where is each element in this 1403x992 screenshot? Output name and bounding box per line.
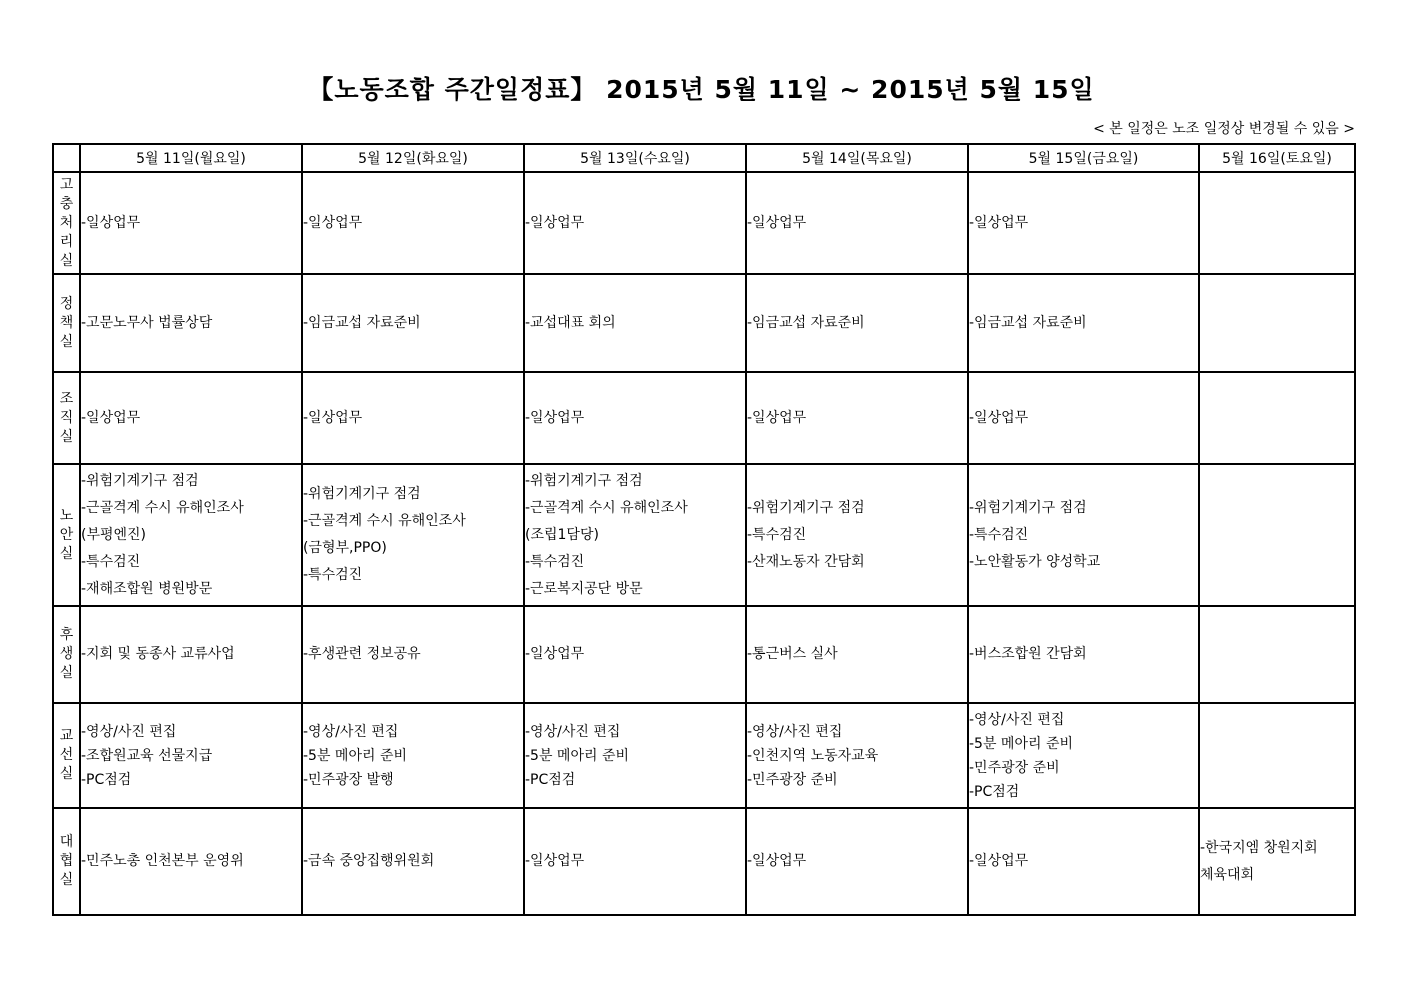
schedule-item: -근골격계 수시 유해인조사 [81, 499, 244, 516]
schedule-item: -위험기계기구 점검 [747, 499, 865, 516]
dept-char: 실 [59, 545, 74, 562]
row-external [53, 808, 1355, 915]
schedule-item: -특수검진 [303, 567, 363, 583]
day-header: 5월 13일(수요일) [524, 144, 746, 172]
dept-char: 선 [59, 747, 74, 763]
schedule-cell [1199, 464, 1355, 606]
schedule-cell [302, 808, 524, 915]
row-welfare [53, 606, 1355, 703]
dept-char: 실 [59, 665, 74, 681]
schedule-item: -특수검진 [525, 553, 585, 570]
schedule-cell [968, 464, 1199, 606]
schedule-cell [302, 372, 524, 464]
schedule-cell [968, 274, 1199, 372]
schedule-cell [746, 703, 968, 808]
schedule-cell [302, 606, 524, 703]
dept-char: 생 [59, 646, 74, 662]
schedule-item: -영상/사진 편집 [969, 711, 1065, 728]
dept-char: 조 [59, 390, 74, 407]
schedule-item: -근골격계 수시 유해인조사 [303, 513, 466, 529]
dept-char: 대 [59, 834, 74, 850]
schedule-item: -위험기계기구 점검 [303, 486, 421, 502]
schedule-item: -임금교섭 자료준비 [969, 314, 1087, 331]
dept-char: 교 [59, 728, 74, 744]
dept-label [53, 172, 80, 274]
dept-char: 실 [59, 252, 74, 269]
schedule-cell [968, 172, 1199, 274]
schedule-item: -일상업무 [81, 409, 141, 426]
schedule-cell [968, 372, 1199, 464]
dept-char: 정 [59, 295, 74, 312]
schedule-item: -일상업무 [303, 214, 363, 231]
schedule-cell [968, 703, 1199, 808]
schedule-item: (조립1담당) [525, 526, 599, 543]
schedule-cell [1199, 172, 1355, 274]
day-header: 5월 16일(토요일) [1199, 144, 1355, 172]
schedule-item: -버스조합원 간담회 [969, 646, 1087, 662]
schedule-cell [524, 703, 746, 808]
schedule-item: -영상/사진 편집 [525, 723, 621, 740]
schedule-item: -5분 메아리 준비 [303, 747, 408, 764]
schedule-cell [524, 606, 746, 703]
dept-label [53, 606, 80, 703]
schedule-cell [1199, 606, 1355, 703]
schedule-cell [80, 606, 302, 703]
dept-char: 책 [59, 314, 74, 331]
schedule-item: -인천지역 노동자교육 [747, 747, 879, 764]
dept-char: 실 [59, 872, 74, 888]
row-complaints [53, 172, 1355, 274]
schedule-item: -근로복지공단 방문 [525, 580, 643, 597]
schedule-item: -민주노총 인천본부 운영위 [81, 853, 244, 869]
schedule-item: -통근버스 실사 [747, 646, 838, 662]
schedule-cell [746, 274, 968, 372]
schedule-cell [746, 464, 968, 606]
schedule-item: -일상업무 [747, 853, 807, 869]
schedule-cell [968, 808, 1199, 915]
schedule-item: -PC점검 [81, 771, 132, 788]
schedule-cell [302, 703, 524, 808]
schedule-item: -영상/사진 편집 [303, 723, 399, 740]
dept-char: 리 [59, 233, 74, 250]
schedule-item: -임금교섭 자료준비 [303, 314, 421, 331]
schedule-cell [1199, 274, 1355, 372]
schedule-item: -특수검진 [81, 553, 141, 570]
page-title: 【노동조합 주간일정표】 2015년 5월 11일 ~ 2015년 5월 15일 [308, 75, 1095, 104]
schedule-cell [80, 372, 302, 464]
schedule-item: -일상업무 [525, 409, 585, 426]
schedule-item: -5분 메아리 준비 [525, 747, 630, 764]
schedule-cell [746, 808, 968, 915]
schedule-item: -위험기계기구 점검 [525, 472, 643, 489]
schedule-item: -영상/사진 편집 [81, 723, 177, 740]
day-header: 5월 14일(목요일) [746, 144, 968, 172]
dept-label [53, 808, 80, 915]
schedule-item: -영상/사진 편집 [747, 723, 843, 740]
day-header: 5월 11일(월요일) [80, 144, 302, 172]
schedule-cell [80, 274, 302, 372]
schedule-cell [80, 808, 302, 915]
schedule-item: -일상업무 [303, 409, 363, 426]
schedule-item: -교섭대표 회의 [525, 314, 616, 331]
schedule-cell [524, 274, 746, 372]
schedule-item: -특수검진 [747, 526, 807, 543]
schedule-item: -재해조합원 병원방문 [81, 580, 213, 597]
schedule-item: -후생관련 정보공유 [303, 646, 421, 662]
dept-char: 처 [59, 214, 74, 231]
schedule-item: -일상업무 [525, 214, 585, 231]
schedule-item: -PC점검 [969, 783, 1020, 800]
schedule-item: -특수검진 [969, 526, 1029, 543]
row-organization [53, 372, 1355, 464]
schedule-cell [524, 372, 746, 464]
schedule-cell [302, 274, 524, 372]
schedule-cell [968, 606, 1199, 703]
schedule-cell [80, 172, 302, 274]
corner-cell [53, 144, 80, 172]
dept-char: 실 [59, 766, 74, 782]
schedule-item: -한국지엠 창원지회 [1200, 839, 1318, 856]
schedule-item: -산재노동자 간담회 [747, 553, 865, 570]
dept-char: 노 [59, 507, 74, 524]
weekly-schedule-table [52, 143, 1356, 916]
dept-char: 협 [59, 853, 74, 869]
row-safety [53, 464, 1355, 606]
schedule-item: -위험기계기구 점검 [969, 499, 1087, 516]
header-row [53, 144, 1355, 172]
dept-char: 고 [59, 176, 74, 193]
schedule-cell [1199, 808, 1355, 915]
day-header: 5월 15일(금요일) [968, 144, 1199, 172]
schedule-item: -노안활동가 양성학교 [969, 553, 1101, 570]
dept-char: 안 [59, 526, 74, 543]
schedule-item: -일상업무 [969, 214, 1029, 231]
schedule-item: -민주광장 발행 [303, 771, 394, 788]
dept-char: 실 [59, 333, 74, 350]
schedule-cell [746, 172, 968, 274]
schedule-cell [1199, 372, 1355, 464]
schedule-item: (부평엔진) [81, 526, 147, 543]
row-policy [53, 274, 1355, 372]
dept-char: 실 [59, 428, 74, 445]
schedule-item: -고문노무사 법률상담 [81, 314, 213, 331]
dept-label [53, 703, 80, 808]
schedule-item: -PC점검 [525, 771, 576, 788]
schedule-item: -5분 메아리 준비 [969, 735, 1074, 752]
schedule-item: -조합원교육 선물지급 [81, 747, 213, 764]
schedule-item: 체육대회 [1200, 866, 1255, 883]
schedule-cell [1199, 703, 1355, 808]
schedule-item: -일상업무 [969, 409, 1029, 426]
schedule-item: -일상업무 [747, 214, 807, 231]
schedule-cell [524, 464, 746, 606]
schedule-item: -민주광장 준비 [747, 771, 838, 788]
schedule-cell [80, 703, 302, 808]
schedule-cell [524, 172, 746, 274]
schedule-item: -일상업무 [525, 853, 585, 869]
schedule-item: -일상업무 [969, 853, 1029, 869]
schedule-cell [302, 172, 524, 274]
schedule-cell [746, 606, 968, 703]
dept-label [53, 464, 80, 606]
schedule-item: -위험기계기구 점검 [81, 472, 199, 489]
dept-char: 충 [59, 195, 74, 212]
schedule-cell [524, 808, 746, 915]
schedule-item: (금형부,PPO) [303, 540, 387, 556]
dept-char: 후 [59, 627, 74, 643]
schedule-notice: < 본 일정은 노조 일정상 변경될 수 있음 > [1093, 121, 1355, 137]
schedule-item: -금속 중앙집행위원회 [303, 853, 435, 869]
schedule-item: -임금교섭 자료준비 [747, 314, 865, 331]
schedule-item: -일상업무 [81, 214, 141, 231]
schedule-item: -민주광장 준비 [969, 759, 1060, 776]
dept-char: 직 [59, 409, 74, 426]
schedule-cell [302, 464, 524, 606]
schedule-item: -일상업무 [747, 409, 807, 426]
dept-label [53, 274, 80, 372]
schedule-item: -근골격계 수시 유해인조사 [525, 499, 688, 516]
dept-label [53, 372, 80, 464]
row-education [53, 703, 1355, 808]
day-header: 5월 12일(화요일) [302, 144, 524, 172]
schedule-item: -지회 및 동종사 교류사업 [81, 646, 235, 662]
schedule-item: -일상업무 [525, 646, 585, 662]
schedule-cell [746, 372, 968, 464]
schedule-cell [80, 464, 302, 606]
